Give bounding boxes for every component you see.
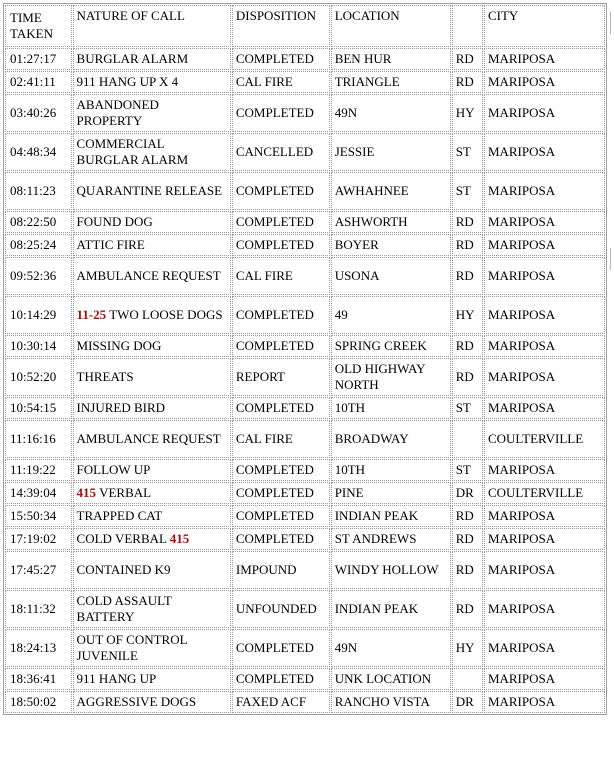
nature-of-call-cell [73, 397, 231, 419]
nature-of-call-cell [73, 48, 231, 70]
nature-text: AMBULANCE REQUEST [76, 268, 221, 283]
city-cell: MARIPOSA [484, 629, 605, 667]
location-cell: PINE [331, 482, 451, 504]
table-row [5, 629, 605, 667]
disposition-cell: CANCELLED [232, 133, 330, 171]
location-cell: UNK LOCATION [331, 668, 451, 690]
disposition-cell: CAL FIRE [232, 71, 330, 93]
street-suffix-cell: RD [452, 528, 483, 550]
nature-text: OUT OF CONTROL JUVENILE [76, 632, 188, 663]
city-cell: MARIPOSA [484, 590, 605, 628]
street-suffix-cell: RD [452, 71, 483, 93]
time-taken-cell: 18:36:41 [5, 668, 72, 690]
location-cell: 49N [331, 94, 451, 132]
disposition-cell: COMPLETED [232, 629, 330, 667]
nature-text: FOLLOW UP [76, 462, 151, 477]
city-cell: MARIPOSA [484, 257, 605, 295]
nature-text: TRAPPED CAT [76, 508, 163, 523]
time-taken-cell: 03:40:26 [5, 94, 72, 132]
time-taken-cell: 18:11:32 [5, 590, 72, 628]
city-cell: MARIPOSA [484, 94, 605, 132]
disposition-cell: FAXED ACF [232, 691, 330, 713]
call-log-body [5, 48, 605, 713]
time-taken-cell: 18:24:13 [5, 629, 72, 667]
nature-text: AMBULANCE REQUEST [76, 431, 221, 446]
location-cell: BEN HUR [331, 48, 451, 70]
disposition-cell: UNFOUNDED [232, 590, 330, 628]
disposition-cell: COMPLETED [232, 668, 330, 690]
nature-text: COMMERCIAL BURGLAR ALARM [76, 136, 189, 167]
disposition-cell: REPORT [232, 358, 330, 396]
nature-of-call-cell [73, 691, 231, 713]
time-taken-cell: 08:11:23 [5, 172, 72, 210]
nature-of-call-cell [73, 172, 231, 210]
table-row [5, 296, 605, 334]
nature-of-call-cell [73, 668, 231, 690]
table-row [5, 257, 605, 295]
location-cell: SPRING CREEK [331, 335, 451, 357]
nature-text: ABANDONED PROPERTY [76, 97, 159, 128]
time-taken-cell: 10:52:20 [5, 358, 72, 396]
nature-text: BURGLAR ALARM [76, 51, 189, 66]
table-row [5, 94, 605, 132]
nature-text: CONTAINED K9 [76, 562, 171, 577]
nature-of-call-cell [73, 296, 231, 334]
time-taken-cell: 10:54:15 [5, 397, 72, 419]
time-taken-cell: 11:16:16 [5, 420, 72, 458]
nature-of-call-cell [73, 590, 231, 628]
location-cell: 49 [331, 296, 451, 334]
table-row [5, 211, 605, 233]
header-nature-of-call: NATURE OF CALL [73, 5, 231, 47]
table-row [5, 505, 605, 527]
city-cell: MARIPOSA [484, 668, 605, 690]
time-taken-cell: 14:39:04 [5, 482, 72, 504]
disposition-cell: COMPLETED [232, 482, 330, 504]
location-cell: JESSIE [331, 133, 451, 171]
street-suffix-cell: RD [452, 358, 483, 396]
disposition-cell: COMPLETED [232, 296, 330, 334]
disposition-cell: COMPLETED [232, 459, 330, 481]
table-row [5, 48, 605, 70]
margin-mark-bottom [610, 248, 611, 270]
city-cell: MARIPOSA [484, 551, 605, 589]
time-taken-cell: 08:25:24 [5, 234, 72, 256]
city-cell: MARIPOSA [484, 172, 605, 210]
ten-code: 415 [76, 485, 97, 500]
nature-of-call-cell [73, 505, 231, 527]
nature-of-call-cell [73, 420, 231, 458]
street-suffix-cell: RD [452, 234, 483, 256]
time-taken-cell: 15:50:34 [5, 505, 72, 527]
time-taken-cell: 17:19:02 [5, 528, 72, 550]
street-suffix-cell [452, 420, 483, 458]
nature-text: INJURED BIRD [76, 400, 166, 415]
location-cell: OLD HIGHWAY NORTH [331, 358, 451, 396]
location-cell: 49N [331, 629, 451, 667]
table-row [5, 459, 605, 481]
ten-code: 415 [169, 531, 190, 546]
city-cell: MARIPOSA [484, 691, 605, 713]
location-cell: TRIANGLE [331, 71, 451, 93]
table-row [5, 691, 605, 713]
street-suffix-cell: ST [452, 459, 483, 481]
street-suffix-cell: RD [452, 257, 483, 295]
nature-of-call-cell [73, 629, 231, 667]
nature-text: 911 HANG UP X 4 [76, 74, 179, 89]
header-time-taken: TIME TAKEN [5, 5, 72, 47]
nature-text: QUARANTINE RELEASE [76, 183, 223, 198]
street-suffix-cell: HY [452, 94, 483, 132]
nature-of-call-cell [73, 335, 231, 357]
table-row [5, 234, 605, 256]
street-suffix-cell: DR [452, 482, 483, 504]
margin-mark-top [610, 12, 611, 34]
street-suffix-cell: RD [452, 335, 483, 357]
street-suffix-cell: RD [452, 505, 483, 527]
location-cell: ASHWORTH [331, 211, 451, 233]
disposition-cell: COMPLETED [232, 528, 330, 550]
table-row [5, 590, 605, 628]
table-row [5, 482, 605, 504]
table-row [5, 133, 605, 171]
header-disposition: DISPOSITION [232, 5, 330, 47]
street-suffix-cell: ST [452, 133, 483, 171]
street-suffix-cell: ST [452, 172, 483, 210]
time-taken-cell: 08:22:50 [5, 211, 72, 233]
nature-of-call-cell [73, 528, 231, 550]
disposition-cell: COMPLETED [232, 94, 330, 132]
time-taken-cell: 17:45:27 [5, 551, 72, 589]
nature-of-call-cell [73, 459, 231, 481]
nature-of-call-cell [73, 234, 231, 256]
nature-text: COLD VERBAL [76, 531, 167, 546]
city-cell: MARIPOSA [484, 234, 605, 256]
nature-text: THREATS [76, 369, 134, 384]
nature-text: MISSING DOG [76, 338, 162, 353]
table-row [5, 358, 605, 396]
street-suffix-cell: RD [452, 590, 483, 628]
city-cell: MARIPOSA [484, 358, 605, 396]
table-row [5, 335, 605, 357]
time-taken-cell: 18:50:02 [5, 691, 72, 713]
nature-text: AGGRESSIVE DOGS [76, 694, 197, 709]
location-cell: BOYER [331, 234, 451, 256]
location-cell: RANCHO VISTA [331, 691, 451, 713]
time-taken-cell: 09:52:36 [5, 257, 72, 295]
nature-text: VERBAL [99, 485, 152, 500]
disposition-cell: COMPLETED [232, 505, 330, 527]
time-taken-cell: 02:41:11 [5, 71, 72, 93]
street-suffix-cell: HY [452, 629, 483, 667]
city-cell: MARIPOSA [484, 335, 605, 357]
disposition-cell: COMPLETED [232, 234, 330, 256]
nature-of-call-cell [73, 551, 231, 589]
city-cell: MARIPOSA [484, 71, 605, 93]
location-cell: WINDY HOLLOW [331, 551, 451, 589]
table-row [5, 420, 605, 458]
location-cell: INDIAN PEAK [331, 590, 451, 628]
street-suffix-cell: HY [452, 296, 483, 334]
location-cell: INDIAN PEAK [331, 505, 451, 527]
table-row [5, 397, 605, 419]
disposition-cell: COMPLETED [232, 335, 330, 357]
street-suffix-cell: DR [452, 691, 483, 713]
disposition-cell: COMPLETED [232, 172, 330, 210]
disposition-cell: CAL FIRE [232, 257, 330, 295]
nature-of-call-cell [73, 94, 231, 132]
location-cell: USONA [331, 257, 451, 295]
header-street-suffix [452, 5, 483, 47]
nature-of-call-cell [73, 133, 231, 171]
time-taken-cell: 04:48:34 [5, 133, 72, 171]
header-city: CITY [484, 5, 605, 47]
table-row [5, 172, 605, 210]
location-cell: 10TH [331, 459, 451, 481]
street-suffix-cell: RD [452, 48, 483, 70]
table-row [5, 71, 605, 93]
table-row [5, 668, 605, 690]
header-row [5, 5, 605, 47]
city-cell: MARIPOSA [484, 133, 605, 171]
location-cell: AWHAHNEE [331, 172, 451, 210]
nature-of-call-cell [73, 358, 231, 396]
city-cell: COULTERVILLE [484, 482, 605, 504]
location-cell: BROADWAY [331, 420, 451, 458]
header-location: LOCATION [331, 5, 451, 47]
table-row [5, 528, 605, 550]
street-suffix-cell: RD [452, 211, 483, 233]
disposition-cell: COMPLETED [232, 48, 330, 70]
nature-of-call-cell [73, 71, 231, 93]
nature-of-call-cell [73, 257, 231, 295]
location-cell: ST ANDREWS [331, 528, 451, 550]
city-cell: MARIPOSA [484, 296, 605, 334]
city-cell: MARIPOSA [484, 211, 605, 233]
city-cell: MARIPOSA [484, 459, 605, 481]
time-taken-cell: 10:30:14 [5, 335, 72, 357]
disposition-cell: COMPLETED [232, 211, 330, 233]
disposition-cell: COMPLETED [232, 397, 330, 419]
time-taken-cell: 01:27:17 [5, 48, 72, 70]
street-suffix-cell [452, 668, 483, 690]
city-cell: COULTERVILLE [484, 420, 605, 458]
nature-text: 911 HANG UP [76, 671, 157, 686]
city-cell: MARIPOSA [484, 505, 605, 527]
nature-text: COLD ASSAULT BATTERY [76, 593, 172, 624]
time-taken-cell: 11:19:22 [5, 459, 72, 481]
nature-of-call-cell [73, 482, 231, 504]
city-cell: MARIPOSA [484, 528, 605, 550]
nature-of-call-cell [73, 211, 231, 233]
street-suffix-cell: ST [452, 397, 483, 419]
street-suffix-cell: RD [452, 551, 483, 589]
call-log-table [3, 3, 607, 715]
ten-code: 11-25 [76, 307, 107, 322]
nature-text: ATTIC FIRE [76, 237, 145, 252]
nature-text: FOUND DOG [76, 214, 153, 229]
city-cell: MARIPOSA [484, 397, 605, 419]
time-taken-cell: 10:14:29 [5, 296, 72, 334]
nature-text: TWO LOOSE DOGS [109, 307, 223, 322]
table-row [5, 551, 605, 589]
disposition-cell: CAL FIRE [232, 420, 330, 458]
location-cell: 10TH [331, 397, 451, 419]
disposition-cell: IMPOUND [232, 551, 330, 589]
city-cell: MARIPOSA [484, 48, 605, 70]
